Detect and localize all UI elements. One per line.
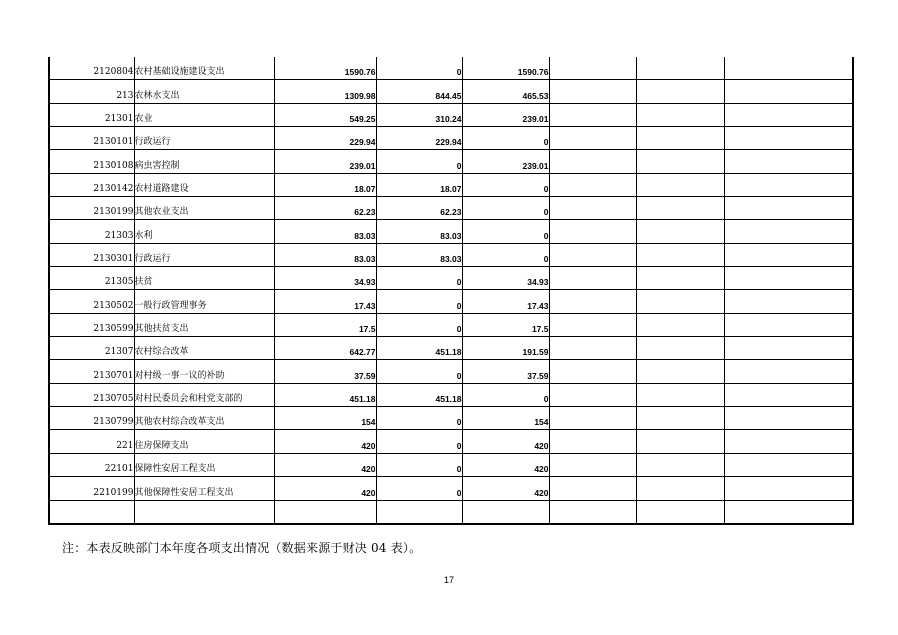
empty-cell: [636, 313, 724, 336]
basic-amount-cell: 18.07: [376, 173, 462, 196]
project-amount-cell: 420: [462, 430, 549, 453]
project-amount-cell: 239.01: [462, 150, 549, 173]
subject-code-cell: 2130199: [49, 197, 134, 220]
subject-code-cell: 2130799: [49, 407, 134, 430]
subject-name-cell: 其他农村综合改革支出: [134, 407, 274, 430]
project-amount-cell: 154: [462, 407, 549, 430]
empty-cell: [724, 103, 853, 126]
empty-cell: [636, 220, 724, 243]
total-amount-cell: 154: [274, 407, 376, 430]
subject-code-cell: 213: [49, 80, 134, 103]
table-row: [49, 290, 853, 313]
basic-amount-cell: 451.18: [376, 383, 462, 406]
empty-cell: [636, 477, 724, 500]
subject-code-cell: [49, 500, 134, 524]
empty-cell: [636, 290, 724, 313]
total-amount-cell: 1309.98: [274, 80, 376, 103]
empty-cell: [549, 453, 636, 476]
empty-cell: [636, 500, 724, 524]
empty-cell: [724, 243, 853, 266]
table-row: [49, 173, 853, 196]
basic-amount-cell: 310.24: [376, 103, 462, 126]
total-amount-cell: 83.03: [274, 243, 376, 266]
basic-amount-cell: 0: [376, 57, 462, 80]
subject-code-cell: 21303: [49, 220, 134, 243]
empty-cell: [636, 453, 724, 476]
empty-cell: [636, 243, 724, 266]
empty-cell: [636, 57, 724, 80]
table-row: [49, 80, 853, 103]
table-row: [49, 57, 853, 80]
total-amount-cell: 239.01: [274, 150, 376, 173]
table-row: [49, 500, 853, 524]
empty-cell: [549, 290, 636, 313]
basic-amount-cell: 0: [376, 430, 462, 453]
empty-cell: [549, 57, 636, 80]
empty-cell: [549, 197, 636, 220]
empty-cell: [724, 360, 853, 383]
project-amount-cell: 0: [462, 383, 549, 406]
subject-code-cell: 2130301: [49, 243, 134, 266]
basic-amount-cell: 0: [376, 407, 462, 430]
project-amount-cell: 191.59: [462, 337, 549, 360]
subject-code-cell: 2120804: [49, 57, 134, 80]
table-row: [49, 220, 853, 243]
empty-cell: [549, 383, 636, 406]
table-row: [49, 383, 853, 406]
subject-name-cell: 行政运行: [134, 127, 274, 150]
empty-cell: [549, 430, 636, 453]
empty-cell: [636, 103, 724, 126]
subject-name-cell: 农村基础设施建设支出: [134, 57, 274, 80]
project-amount-cell: 465.53: [462, 80, 549, 103]
subject-name-cell: 对村级一事一议的补助: [134, 360, 274, 383]
total-amount-cell: 62.23: [274, 197, 376, 220]
project-amount-cell: 0: [462, 127, 549, 150]
subject-name-cell: 农林水支出: [134, 80, 274, 103]
empty-cell: [549, 173, 636, 196]
total-amount-cell: 549.25: [274, 103, 376, 126]
empty-cell: [724, 197, 853, 220]
table-row: [49, 127, 853, 150]
project-amount-cell: 37.59: [462, 360, 549, 383]
basic-amount-cell: 0: [376, 360, 462, 383]
subject-code-cell: 2210199: [49, 477, 134, 500]
empty-cell: [724, 220, 853, 243]
empty-cell: [724, 80, 853, 103]
subject-code-cell: 2130108: [49, 150, 134, 173]
subject-name-cell: 住房保障支出: [134, 430, 274, 453]
empty-cell: [636, 197, 724, 220]
project-amount-cell: 420: [462, 477, 549, 500]
subject-code-cell: 2130599: [49, 313, 134, 336]
project-amount-cell: 17.43: [462, 290, 549, 313]
subject-name-cell: 保障性安居工程支出: [134, 453, 274, 476]
project-amount-cell: 1590.76: [462, 57, 549, 80]
table-row: [49, 267, 853, 290]
subject-code-cell: 2130101: [49, 127, 134, 150]
subject-name-cell: 其他农业支出: [134, 197, 274, 220]
empty-cell: [636, 127, 724, 150]
table-row: [49, 360, 853, 383]
empty-cell: [724, 127, 853, 150]
total-amount-cell: 37.59: [274, 360, 376, 383]
empty-cell: [636, 267, 724, 290]
subject-name-cell: [134, 500, 274, 524]
empty-cell: [724, 383, 853, 406]
subject-code-cell: 221: [49, 430, 134, 453]
total-amount-cell: 642.77: [274, 337, 376, 360]
empty-cell: [549, 500, 636, 524]
empty-cell: [549, 267, 636, 290]
project-amount-cell: 0: [462, 197, 549, 220]
table-row: [49, 407, 853, 430]
table-row: [49, 197, 853, 220]
project-amount-cell: 0: [462, 220, 549, 243]
empty-cell: [636, 173, 724, 196]
basic-amount-cell: 62.23: [376, 197, 462, 220]
empty-cell: [636, 383, 724, 406]
table-row: [49, 243, 853, 266]
empty-cell: [724, 430, 853, 453]
subject-code-cell: 2130142: [49, 173, 134, 196]
empty-cell: [549, 337, 636, 360]
subject-code-cell: 2130502: [49, 290, 134, 313]
empty-cell: [724, 337, 853, 360]
empty-cell: [724, 477, 853, 500]
subject-name-cell: 其他保障性安居工程支出: [134, 477, 274, 500]
basic-amount-cell: [376, 500, 462, 524]
subject-name-cell: 农村道路建设: [134, 173, 274, 196]
total-amount-cell: 420: [274, 453, 376, 476]
subject-code-cell: 21307: [49, 337, 134, 360]
subject-name-cell: 水利: [134, 220, 274, 243]
empty-cell: [724, 173, 853, 196]
project-amount-cell: 239.01: [462, 103, 549, 126]
empty-cell: [724, 453, 853, 476]
basic-amount-cell: 0: [376, 150, 462, 173]
empty-cell: [549, 127, 636, 150]
empty-cell: [549, 103, 636, 126]
project-amount-cell: 17.5: [462, 313, 549, 336]
subject-name-cell: 对村民委员会和村党支部的: [134, 383, 274, 406]
total-amount-cell: 420: [274, 430, 376, 453]
empty-cell: [636, 337, 724, 360]
expenditure-table: [48, 57, 854, 525]
total-amount-cell: 17.5: [274, 313, 376, 336]
subject-code-cell: 21305: [49, 267, 134, 290]
table-row: [49, 103, 853, 126]
subject-name-cell: 扶贫: [134, 267, 274, 290]
project-amount-cell: 0: [462, 173, 549, 196]
table-row: [49, 430, 853, 453]
basic-amount-cell: 451.18: [376, 337, 462, 360]
subject-name-cell: 农业: [134, 103, 274, 126]
empty-cell: [636, 360, 724, 383]
basic-amount-cell: 83.03: [376, 220, 462, 243]
empty-cell: [724, 407, 853, 430]
total-amount-cell: 1590.76: [274, 57, 376, 80]
project-amount-cell: 0: [462, 243, 549, 266]
empty-cell: [724, 267, 853, 290]
basic-amount-cell: 0: [376, 290, 462, 313]
empty-cell: [549, 80, 636, 103]
empty-cell: [636, 80, 724, 103]
subject-name-cell: 其他扶贫支出: [134, 313, 274, 336]
total-amount-cell: [274, 500, 376, 524]
project-amount-cell: 420: [462, 453, 549, 476]
subject-code-cell: 2130701: [49, 360, 134, 383]
empty-cell: [724, 290, 853, 313]
project-amount-cell: 34.93: [462, 267, 549, 290]
total-amount-cell: 420: [274, 477, 376, 500]
empty-cell: [724, 313, 853, 336]
basic-amount-cell: 0: [376, 453, 462, 476]
empty-cell: [549, 477, 636, 500]
subject-name-cell: 农村综合改革: [134, 337, 274, 360]
basic-amount-cell: 229.94: [376, 127, 462, 150]
subject-code-cell: 21301: [49, 103, 134, 126]
empty-cell: [724, 150, 853, 173]
total-amount-cell: 18.07: [274, 173, 376, 196]
empty-cell: [549, 220, 636, 243]
subject-code-cell: 2130705: [49, 383, 134, 406]
table-row: [49, 453, 853, 476]
total-amount-cell: 451.18: [274, 383, 376, 406]
basic-amount-cell: 0: [376, 477, 462, 500]
table-row: [49, 477, 853, 500]
empty-cell: [549, 360, 636, 383]
subject-name-cell: 病虫害控制: [134, 150, 274, 173]
project-amount-cell: [462, 500, 549, 524]
basic-amount-cell: 83.03: [376, 243, 462, 266]
empty-cell: [724, 57, 853, 80]
basic-amount-cell: 0: [376, 313, 462, 336]
empty-cell: [549, 243, 636, 266]
total-amount-cell: 83.03: [274, 220, 376, 243]
table-row: [49, 150, 853, 173]
empty-cell: [549, 407, 636, 430]
empty-cell: [636, 430, 724, 453]
basic-amount-cell: 844.45: [376, 80, 462, 103]
empty-cell: [724, 500, 853, 524]
subject-name-cell: 行政运行: [134, 243, 274, 266]
total-amount-cell: 34.93: [274, 267, 376, 290]
subject-code-cell: 22101: [49, 453, 134, 476]
empty-cell: [636, 407, 724, 430]
total-amount-cell: 229.94: [274, 127, 376, 150]
page-number: 17: [443, 575, 454, 585]
empty-cell: [636, 150, 724, 173]
total-amount-cell: 17.43: [274, 290, 376, 313]
basic-amount-cell: 0: [376, 267, 462, 290]
table-row: [49, 337, 853, 360]
table-footnote: 注：本表反映部门本年度各项支出情况（数据来源于财决 04 表）。: [62, 541, 422, 555]
table-row: [49, 313, 853, 336]
subject-name-cell: 一般行政管理事务: [134, 290, 274, 313]
empty-cell: [549, 150, 636, 173]
empty-cell: [549, 313, 636, 336]
